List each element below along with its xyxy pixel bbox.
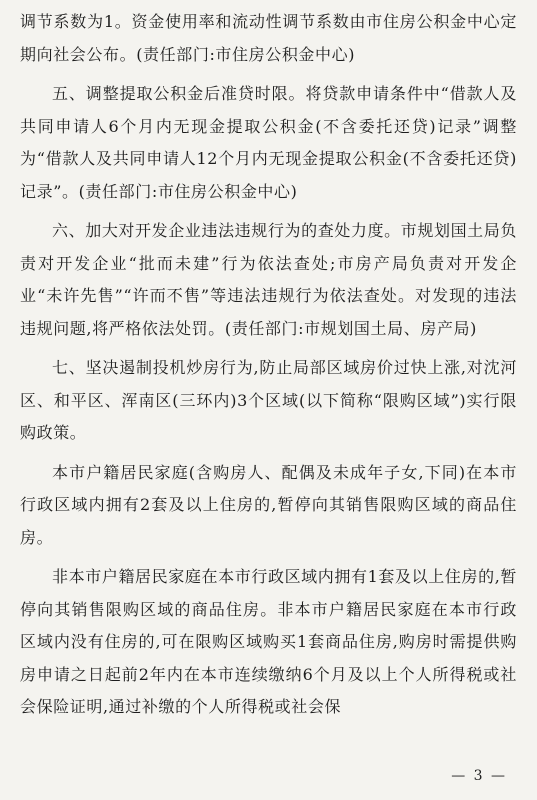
paragraph-continuation: 调节系数为1。资金使用率和流动性调节系数由市住房公积金中心定期向社会公布。(责任部门:市住房公积金中心) <box>20 12 517 64</box>
paragraph-item-five: 五、调整提取公积金后准贷时限。将贷款申请条件中“借款人及共同申请人6个月内无现金提取公积金(不含委托还贷)记录”调整为“借款人及共同申请人12个月内无现金提取公积金(不含委托还贷)记录”。(责任部门:市住房公积金中心) <box>20 84 517 201</box>
paragraph-nonlocal-households: 非本市户籍居民家庭在本市行政区域内拥有1套及以上住房的,暂停向其销售限购区域的商品住房。非本市户籍居民家庭在本市行政区域内没有住房的,可在限购区域购买1套商品住房,购房时需提供购房申请之日起前2年内在本市连续缴纳6个月及以上个人所得税或社会保险证明,通过补缴的个人所得税或社会保 <box>20 567 517 716</box>
paragraph-item-six: 六、加大对开发企业违法违规行为的查处力度。市规划国土局负责对开发企业“批而未建”行为依法查处;市房产局负责对开发企业“未许先售”“许而不售”等违法违规行为依法查处。对发现的违法违规问题,将严格依法处罚。(责任部门:市规划国土局、房产局) <box>20 221 517 338</box>
paragraph-local-households: 本市户籍居民家庭(含购房人、配偶及未成年子女,下同)在本市行政区域内拥有2套及以上住房的,暂停向其销售限购区域的商品住房。 <box>20 462 517 547</box>
paragraph-item-seven: 七、坚决遏制投机炒房行为,防止局部区域房价过快上涨,对沈河区、和平区、浑南区(三环内)3个区域(以下简称“限购区域”)实行限购政策。 <box>20 358 517 442</box>
page-number: — 3 — <box>451 768 507 784</box>
